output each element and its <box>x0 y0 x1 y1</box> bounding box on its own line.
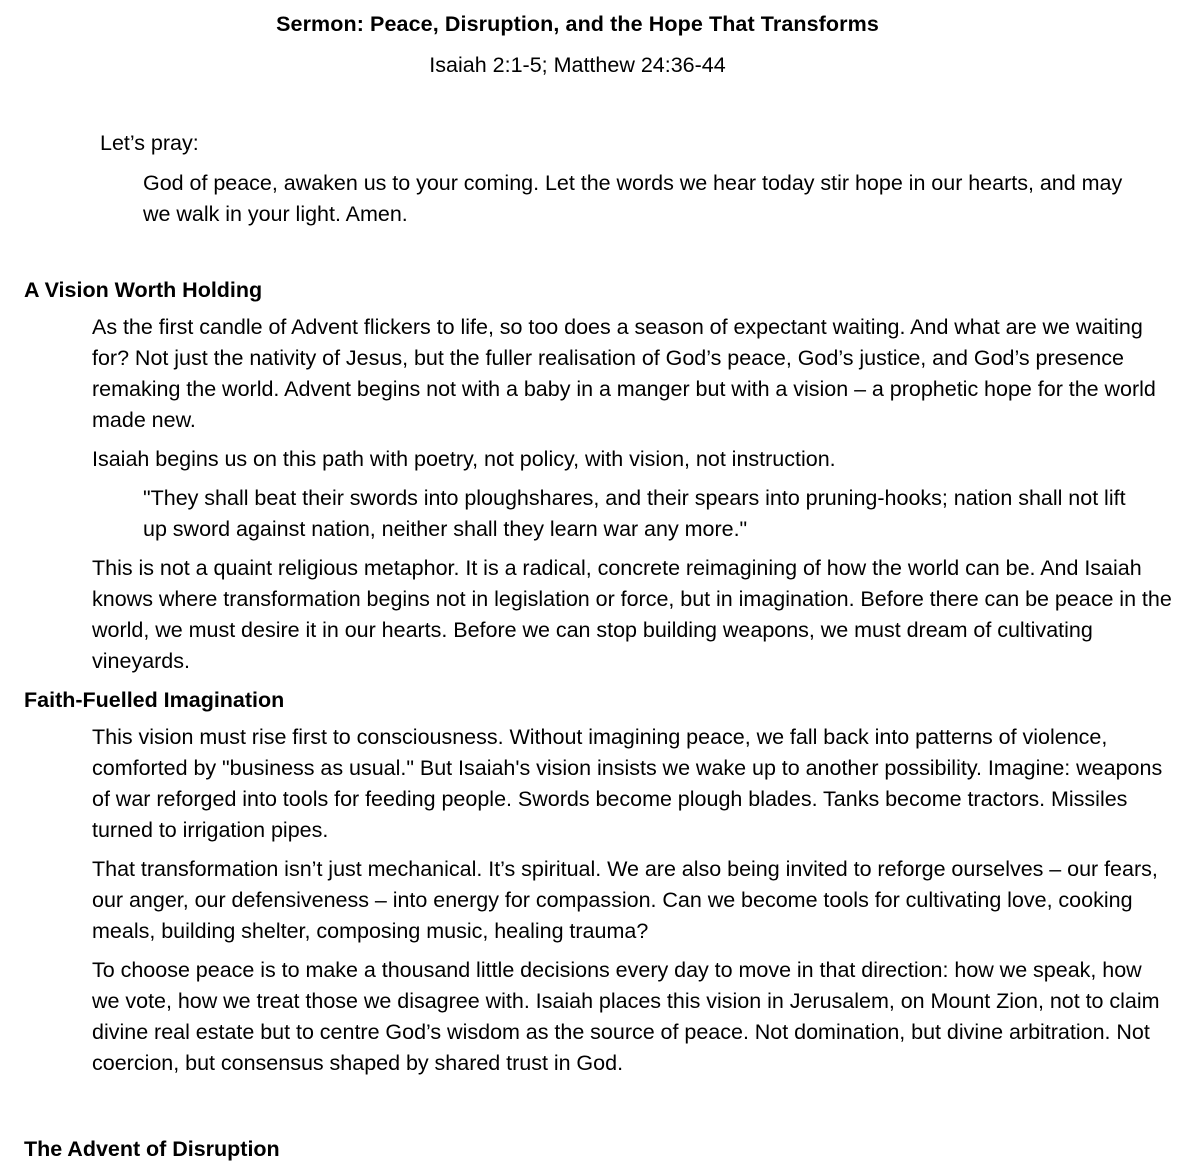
scripture-reference-subtitle: Isaiah 2:1-5; Matthew 24:36-44 <box>429 53 726 77</box>
paragraph: Isaiah begins us on this path with poetry, not policy, with vision, not instruction. <box>92 447 836 471</box>
scripture-quote: "They shall beat their swords into ploughshares, and their spears into pruning-hooks; nation shall not lift up sword against nation, neither shall they learn war any more." <box>143 486 1126 541</box>
page-title: Sermon: Peace, Disruption, and the Hope That Transforms <box>276 12 879 36</box>
paragraph: This vision must rise first to consciousness. Without imagining peace, we fall back into patterns of violence, comforted by "business as usual." But Isaiah's vision insists we wake up to another possibility. Imagine: weapons of war reforged into tools for feeding people. Swords become plough blades. Tanks become tractors. Missiles turned to irrigation pipes. <box>92 725 1163 842</box>
paragraph: This is not a quaint religious metaphor. It is a radical, concrete reimagining of how the world can be. And Isaiah knows where transformation begins not in legislation or force, but in imagination. Before there can be peace in the world, we must desire it in our hearts. Before we can stop building weapons, we must dream of cultivating vineyards. <box>92 556 1172 673</box>
opening-prayer: God of peace, awaken us to your coming. Let the words we hear today stir hope in our hearts, and may we walk in your light. Amen. <box>143 171 1123 226</box>
section-heading-the-advent-of-disruption: The Advent of Disruption <box>24 1137 280 1161</box>
prayer-prompt: Let’s pray: <box>100 131 199 155</box>
section-heading-a-vision-worth-holding: A Vision Worth Holding <box>24 278 263 302</box>
section-heading-faith-fuelled-imagination: Faith-Fuelled Imagination <box>24 688 285 712</box>
paragraph: As the first candle of Advent flickers to life, so too does a season of expectant waiting. And what are we waiting for? Not just the nativity of Jesus, but the fuller realisation of God’s peace, God’s justice, and God’s presence remaking the world. Advent begins not with a baby in a manger but with a vision – a prophetic hope for the world made new. <box>92 315 1156 432</box>
paragraph: To choose peace is to make a thousand little decisions every day to move in that direction: how we speak, how we vote, how we treat those we disagree with. Isaiah places this vision in Jerusalem, on Mount Zion, not to claim divine real estate but to centre God’s wisdom as the source of peace. Not domination, but divine arbitration. Not coercion, but consensus shaped by shared trust in God. <box>92 958 1160 1075</box>
paragraph: That transformation isn’t just mechanical. It’s spiritual. We are also being invited to reforge ourselves – our fears, our anger, our defensiveness – into energy for compassion. Can we become tools for cultivating love, cooking meals, building shelter, composing music, healing trauma? <box>92 857 1158 943</box>
